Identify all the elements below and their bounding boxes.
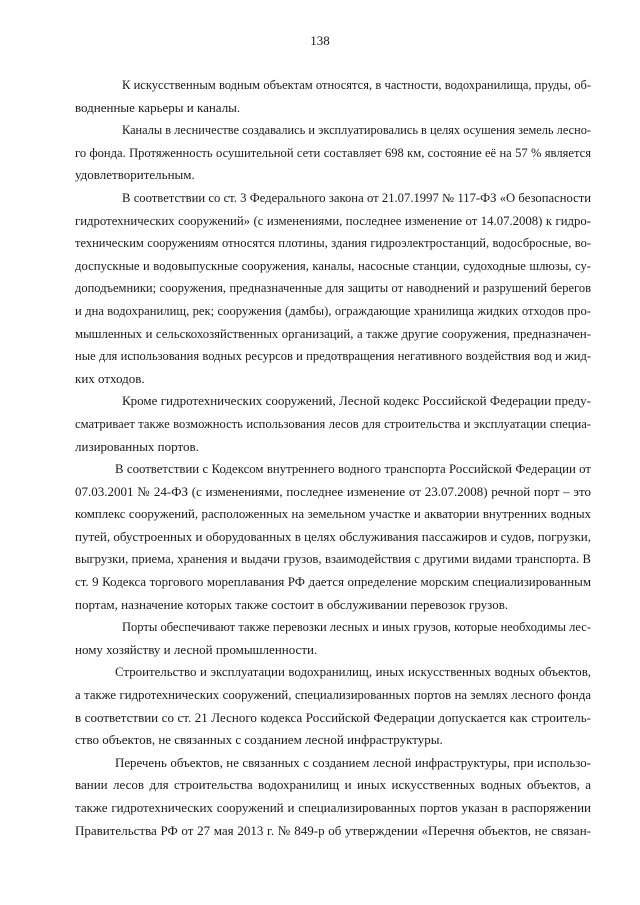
- paragraph: [75, 187, 591, 390]
- text-line: Перечень объектов, не связанных с созданием лесной инфраструктуры, при использо-: [115, 754, 591, 770]
- text-line: а также гидротехнических сооружений, специализированных портов на землях лесного фонда: [75, 688, 591, 703]
- text-line: Правительства РФ от 27 мая 2013 г. № 849-р об утверждении «Перечня объектов, не связан-: [75, 822, 591, 838]
- text-line: лизированных портов.: [75, 438, 199, 454]
- text-line: ные для использования водных ресурсов и предотвращения негативного воздействия вод и жид-: [75, 349, 591, 364]
- page-number: 138: [310, 33, 330, 48]
- text-line: К искусственным водным объектам относятся, в частности, водохранилища, пруды, об-: [122, 78, 591, 92]
- text-line: Кроме гидротехнических сооружений, Лесной кодекс Российской Федерации преду-: [122, 393, 591, 409]
- text-line: В соответствии со ст. 3 Федерального закона от 21.07.1997 № 117-ФЗ «О безопасности: [122, 190, 591, 205]
- text-line: ких отходов.: [75, 370, 145, 386]
- text-line: водненные карьеры и каналы.: [75, 99, 241, 115]
- text-line: сматривает также возможность использования лесов для строительства и эксплуатации специа-: [75, 416, 591, 431]
- text-line: в соответствии со ст. 21 Лесного кодекса Российской Федерации допускается как строитель-: [75, 709, 591, 725]
- paragraph: [75, 458, 591, 616]
- text-line: путей, обустроенных и оборудованных в целях обслуживания пассажиров и судов, погрузки,: [75, 528, 591, 544]
- text-line: удовлетворительным.: [75, 167, 195, 183]
- paragraph: [75, 616, 591, 661]
- text-line: Порты обеспечивают также перевозки лесных и иных грузов, которые необходимы лес-: [122, 620, 591, 635]
- text-line: Каналы в лесничестве создавались и эксплуатировались в целях осушения земель лесно-: [122, 123, 591, 138]
- paragraph: [75, 74, 591, 119]
- text-line: доспускные и водовыпускные сооружения, каналы, насосные станции, судоходные шлюзы, су-: [75, 258, 591, 273]
- text-line: также гидротехнических сооружений и специализированных портов указан в распоряжении: [75, 800, 591, 815]
- text-line: 07.03.2001 № 24-ФЗ (с изменениями, последнее изменение от 23.07.2008) речной порт – это: [75, 483, 591, 499]
- text-line: мышленных и сельскохозяйственных организаций, а также другие сооружения, предназначен-: [75, 326, 591, 341]
- text-line: Строительство и эксплуатации водохранилищ, иных искусственных водных объектов,: [115, 665, 591, 680]
- text-line: ному хозяйству и лесной промышленности.: [75, 641, 318, 657]
- paragraph: [75, 390, 591, 458]
- text-line: гидротехнических сооружений» (с изменениями, последнее изменение от 14.07.2008) к гидро-: [75, 213, 591, 228]
- body-text: [75, 74, 591, 842]
- paragraph: [75, 661, 591, 751]
- text-line: техническим сооружениям относятся плотины, здания гидроэлектростанций, водосбросные, во-: [75, 236, 591, 251]
- text-line: и дна водохранилищ, рек; сооружения (дамбы), ограждающие хранилища жидких отходов про-: [75, 303, 591, 318]
- text-line: В соответствии с Кодексом внутреннего водного транспорта Российской Федерации от: [115, 462, 591, 477]
- text-line: комплекс сооружений, расположенных на земельном участке и акватории внутренних водных: [75, 507, 591, 522]
- text-line: вании лесов для строительства водохранилищ и иных искусственных водных объектов, а: [75, 777, 591, 793]
- text-line: доподъемники; сооружения, предназначенные для защиты от наводнений и разрушений берегов: [75, 281, 591, 296]
- paragraph: [75, 752, 591, 842]
- paragraph: [75, 119, 591, 187]
- text-line: ство объектов, не связанных с созданием лесной инфраструктуры.: [75, 732, 443, 748]
- text-line: ст. 9 Кодекса торгового мореплавания РФ дается определение морским специализированным: [75, 574, 591, 590]
- text-line: выгрузки, приема, хранения и выдачи грузов, взаимодействия с другими видами транспорта. В: [75, 552, 591, 567]
- text-line: портам, назначение которых также состоит в обслуживании перевозок грузов.: [75, 596, 509, 612]
- text-line: го фонда. Протяженность осушительной сети составляет 698 км, состояние её на 57 % является: [75, 145, 591, 160]
